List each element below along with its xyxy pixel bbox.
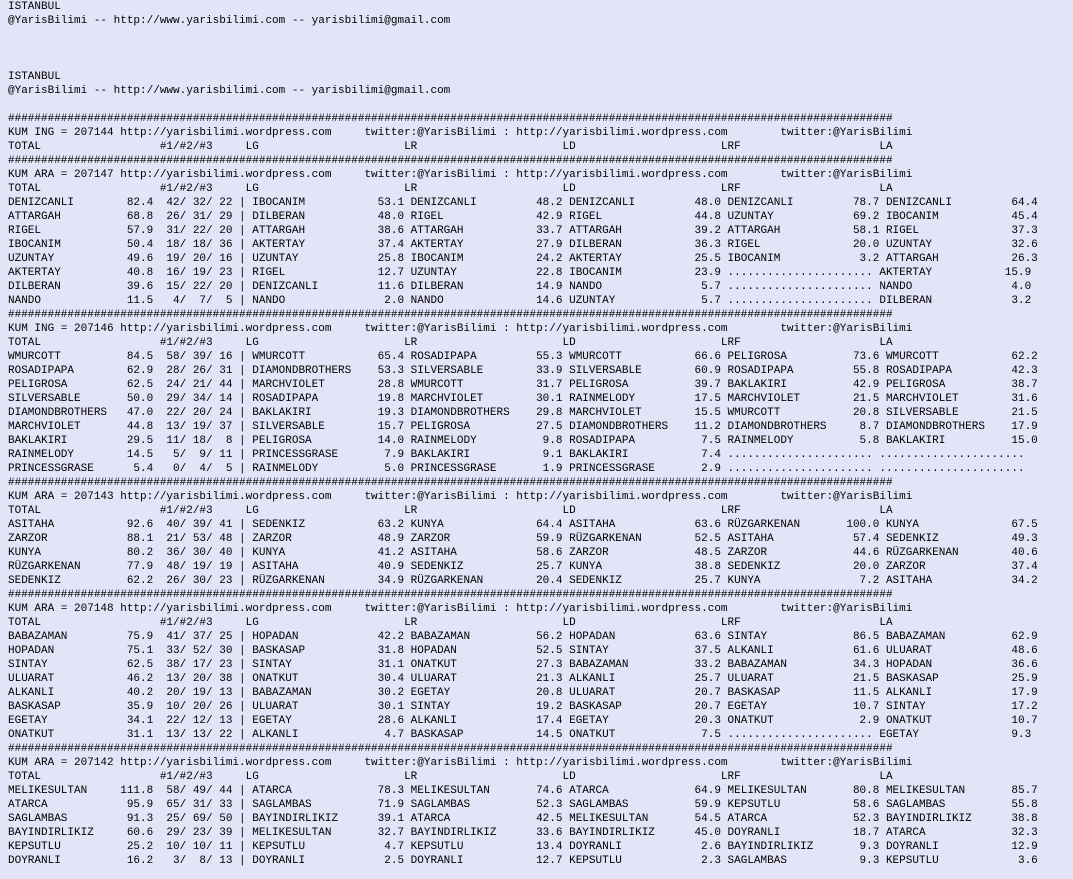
table-row: SEDENKIZ 62.2 26/ 30/ 23 | RÜZGARKENAN 34.9 RÜZGARKENAN 20.4 SEDENKIZ 25.7 KUNYA 7.2 ASITAHA 34.2 <box>8 575 1038 587</box>
table-row: RAINMELODY 14.5 5/ 9/ 11 | PRINCESSGRASE 7.9 BAKLAKIRI 9.1 BAKLAKIRI 7.4 ...................... ...................... <box>8 449 1025 461</box>
race-title: KUM ING = 207146 http://yarisbilimi.wordpress.com twitter:@YarisBilimi : http://yarisbilimi.wordpress.com twitter:@YarisBilimi <box>8 323 913 335</box>
table-row: DIAMONDBROTHERS 47.0 22/ 20/ 24 | BAKLAKIRI 19.3 DIAMONDBROTHERS 29.8 MARCHVIOLET 15.5 WMURCOTT 20.8 SILVERSABLE 21.5 <box>8 407 1038 419</box>
race-title: KUM ING = 207144 http://yarisbilimi.wordpress.com twitter:@YarisBilimi : http://yarisbilimi.wordpress.com twitter:@YarisBilimi <box>8 127 913 139</box>
table-row: RÜZGARKENAN 77.9 48/ 19/ 19 | ASITAHA 40.9 SEDENKIZ 25.7 KUNYA 38.8 SEDENKIZ 20.0 ZARZOR 37.4 <box>8 561 1038 573</box>
table-row: BAYINDIRLIKIZ 60.6 29/ 23/ 39 | MELIKESULTAN 32.7 BAYINDIRLIKIZ 33.6 BAYINDIRLIKIZ 45.0 DOYRANLI 18.7 ATARCA 32.3 <box>8 827 1038 839</box>
table-row: MELIKESULTAN 111.8 58/ 49/ 44 | ATARCA 78.3 MELIKESULTAN 74.6 ATARCA 64.9 MELIKESULTAN 80.8 MELIKESULTAN 85.7 <box>8 785 1038 797</box>
race-block <box>8 588 1065 742</box>
table-row: DILBERAN 39.6 15/ 22/ 20 | DENIZCANLI 11.6 DILBERAN 14.9 NANDO 5.7 ...................... NANDO 4.0 <box>8 281 1032 293</box>
table-row: DOYRANLI 16.2 3/ 8/ 13 | DOYRANLI 2.5 DOYRANLI 12.7 KEPSUTLU 2.3 SAGLAMBAS 9.3 KEPSUTLU 3.6 <box>8 855 1038 867</box>
table-row: ROSADIPAPA 62.9 28/ 26/ 31 | DIAMONDBROTHERS 53.3 SILVERSABLE 33.9 SILVERSABLE 60.9 ROSADIPAPA 55.8 ROSADIPAPA 42.3 <box>8 365 1038 377</box>
separator-line: ###################################################################################################################################### <box>8 743 893 755</box>
race-block <box>8 476 1065 588</box>
table-row: HOPADAN 75.1 33/ 52/ 30 | BASKASAP 31.8 HOPADAN 52.5 SINTAY 37.5 ALKANLI 61.6 ULUARAT 48.6 <box>8 645 1038 657</box>
table-row: IBOCANIM 50.4 18/ 18/ 36 | AKTERTAY 37.4 AKTERTAY 27.9 DILBERAN 36.3 RIGEL 20.0 UZUNTAY 32.6 <box>8 239 1038 251</box>
contact-line: @YarisBilimi -- http://www.yarisbilimi.com -- yarisbilimi@gmail.com <box>8 15 451 27</box>
table-row: SILVERSABLE 50.0 29/ 34/ 14 | ROSADIPAPA 19.8 MARCHVIOLET 30.1 RAINMELODY 17.5 MARCHVIOLET 21.5 MARCHVIOLET 31.6 <box>8 393 1038 405</box>
table-row: ASITAHA 92.6 40/ 39/ 41 | SEDENKIZ 63.2 KUNYA 64.4 ASITAHA 63.6 RÜZGARKENAN 100.0 KUNYA 67.5 <box>8 519 1038 531</box>
race-title: KUM ARA = 207147 http://yarisbilimi.wordpress.com twitter:@YarisBilimi : http://yarisbilimi.wordpress.com twitter:@YarisBilimi <box>8 169 913 181</box>
city-title: ISTANBUL <box>8 1 61 13</box>
column-headers: TOTAL #1/#2/#3 LG LR LD LRF LA <box>8 337 893 349</box>
table-row: ATARCA 95.9 65/ 31/ 33 | SAGLAMBAS 71.9 SAGLAMBAS 52.3 SAGLAMBAS 59.9 KEPSUTLU 58.6 SAGLAMBAS 55.8 <box>8 799 1038 811</box>
table-row: WMURCOTT 84.5 58/ 39/ 16 | WMURCOTT 65.4 ROSADIPAPA 55.3 WMURCOTT 66.6 PELIGROSA 73.6 WMURCOTT 62.2 <box>8 351 1038 363</box>
table-row: NANDO 11.5 4/ 7/ 5 | NANDO 2.0 NANDO 14.6 UZUNTAY 5.7 ...................... DILBERAN 3.2 <box>8 295 1032 307</box>
separator-line: ###################################################################################################################################### <box>8 309 893 321</box>
table-row: MARCHVIOLET 44.8 13/ 19/ 37 | SILVERSABLE 15.7 PELIGROSA 27.5 DIAMONDBROTHERS 11.2 DIAMONDBROTHERS 8.7 DIAMONDBROTHERS 17.9 <box>8 421 1038 433</box>
table-row: UZUNTAY 49.6 19/ 20/ 16 | UZUNTAY 25.8 IBOCANIM 24.2 AKTERTAY 25.5 IBOCANIM 3.2 ATTARGAH 26.3 <box>8 253 1038 265</box>
table-row: ALKANLI 40.2 20/ 19/ 13 | BABAZAMAN 30.2 EGETAY 20.8 ULUARAT 20.7 BASKASAP 11.5 ALKANLI 17.9 <box>8 687 1038 699</box>
table-row: ATTARGAH 68.8 26/ 31/ 29 | DILBERAN 48.0 RIGEL 42.9 RIGEL 44.8 UZUNTAY 69.2 IBOCANIM 45.4 <box>8 211 1038 223</box>
separator-line: ###################################################################################################################################### <box>8 155 893 167</box>
table-row: AKTERTAY 40.8 16/ 19/ 23 | RIGEL 12.7 UZUNTAY 22.8 IBOCANIM 23.9 ...................... AKTERTAY 15.9 <box>8 267 1032 279</box>
column-headers: TOTAL #1/#2/#3 LG LR LD LRF LA <box>8 183 893 195</box>
table-row: RIGEL 57.9 31/ 22/ 20 | ATTARGAH 38.6 ATTARGAH 33.7 ATTARGAH 39.2 ATTARGAH 58.1 RIGEL 37.3 <box>8 225 1038 237</box>
table-row: PRINCESSGRASE 5.4 0/ 4/ 5 | RAINMELODY 5.0 PRINCESSGRASE 1.9 PRINCESSGRASE 2.9 ...................... ...................... <box>8 463 1025 475</box>
column-headers: TOTAL #1/#2/#3 LG LR LD LRF LA <box>8 505 893 517</box>
table-row: ULUARAT 46.2 13/ 20/ 38 | ONATKUT 30.4 ULUARAT 21.3 ALKANLI 25.7 ULUARAT 21.5 BASKASAP 25.9 <box>8 673 1038 685</box>
column-headers: TOTAL #1/#2/#3 LG LR LD LRF LA <box>8 141 893 153</box>
column-headers: TOTAL #1/#2/#3 LG LR LD LRF LA <box>8 771 893 783</box>
race-block <box>8 308 1065 476</box>
race-title: KUM ARA = 207143 http://yarisbilimi.wordpress.com twitter:@YarisBilimi : http://yarisbilimi.wordpress.com twitter:@YarisBilimi <box>8 491 913 503</box>
race-title: KUM ARA = 207142 http://yarisbilimi.wordpress.com twitter:@YarisBilimi : http://yarisbilimi.wordpress.com twitter:@YarisBilimi <box>8 757 913 769</box>
page-header <box>8 0 1065 28</box>
table-row: DENIZCANLI 82.4 42/ 32/ 22 | IBOCANIM 53.1 DENIZCANLI 48.2 DENIZCANLI 48.0 DENIZCANLI 78.7 DENIZCANLI 64.4 <box>8 197 1038 209</box>
separator-line: ###################################################################################################################################### <box>8 477 893 489</box>
city-title: ISTANBUL <box>8 71 61 83</box>
table-row: SAGLAMBAS 91.3 25/ 69/ 50 | BAYINDIRLIKIZ 39.1 ATARCA 42.5 MELIKESULTAN 54.5 ATARCA 52.3 BAYINDIRLIKIZ 38.8 <box>8 813 1038 825</box>
table-row: EGETAY 34.1 22/ 12/ 13 | EGETAY 28.6 ALKANLI 17.4 EGETAY 20.3 ONATKUT 2.9 ONATKUT 10.7 <box>8 715 1038 727</box>
table-row: ONATKUT 31.1 13/ 13/ 22 | ALKANLI 4.7 BASKASAP 14.5 ONATKUT 7.5 ...................... EGETAY 9.3 <box>8 729 1032 741</box>
table-row: SINTAY 62.5 38/ 17/ 23 | SINTAY 31.1 ONATKUT 27.3 BABAZAMAN 33.2 BABAZAMAN 34.3 HOPADAN 36.6 <box>8 659 1038 671</box>
table-row: PELIGROSA 62.5 24/ 21/ 44 | MARCHVIOLET 28.8 WMURCOTT 31.7 PELIGROSA 39.7 BAKLAKIRI 42.9 PELIGROSA 38.7 <box>8 379 1038 391</box>
repeat-header <box>8 70 1065 112</box>
table-row: BASKASAP 35.9 10/ 20/ 26 | ULUARAT 30.1 SINTAY 19.2 BASKASAP 20.7 EGETAY 10.7 SINTAY 17.2 <box>8 701 1038 713</box>
race-blocks <box>8 70 1065 868</box>
table-row: BAKLAKIRI 29.5 11/ 18/ 8 | PELIGROSA 14.0 RAINMELODY 9.8 ROSADIPAPA 7.5 RAINMELODY 5.8 BAKLAKIRI 15.0 <box>8 435 1038 447</box>
race-title: KUM ARA = 207148 http://yarisbilimi.wordpress.com twitter:@YarisBilimi : http://yarisbilimi.wordpress.com twitter:@YarisBilimi <box>8 603 913 615</box>
separator-line: ###################################################################################################################################### <box>8 113 893 125</box>
contact-line: @YarisBilimi -- http://www.yarisbilimi.com -- yarisbilimi@gmail.com <box>8 85 451 97</box>
race-block <box>8 112 1065 154</box>
table-row: BABAZAMAN 75.9 41/ 37/ 25 | HOPADAN 42.2 BABAZAMAN 56.2 HOPADAN 63.6 SINTAY 86.5 BABAZAMAN 62.9 <box>8 631 1038 643</box>
separator-line: ###################################################################################################################################### <box>8 589 893 601</box>
table-row: ZARZOR 88.1 21/ 53/ 48 | ZARZOR 48.9 ZARZOR 59.9 RÜZGARKENAN 52.5 ASITAHA 57.4 SEDENKIZ 49.3 <box>8 533 1038 545</box>
table-row: KEPSUTLU 25.2 10/ 10/ 11 | KEPSUTLU 4.7 KEPSUTLU 13.4 DOYRANLI 2.6 BAYINDIRLIKIZ 9.3 DOYRANLI 12.9 <box>8 841 1038 853</box>
column-headers: TOTAL #1/#2/#3 LG LR LD LRF LA <box>8 617 893 629</box>
race-block <box>8 154 1065 308</box>
table-row: KUNYA 80.2 36/ 30/ 40 | KUNYA 41.2 ASITAHA 58.6 ZARZOR 48.5 ZARZOR 44.6 RÜZGARKENAN 40.6 <box>8 547 1038 559</box>
race-block <box>8 742 1065 868</box>
